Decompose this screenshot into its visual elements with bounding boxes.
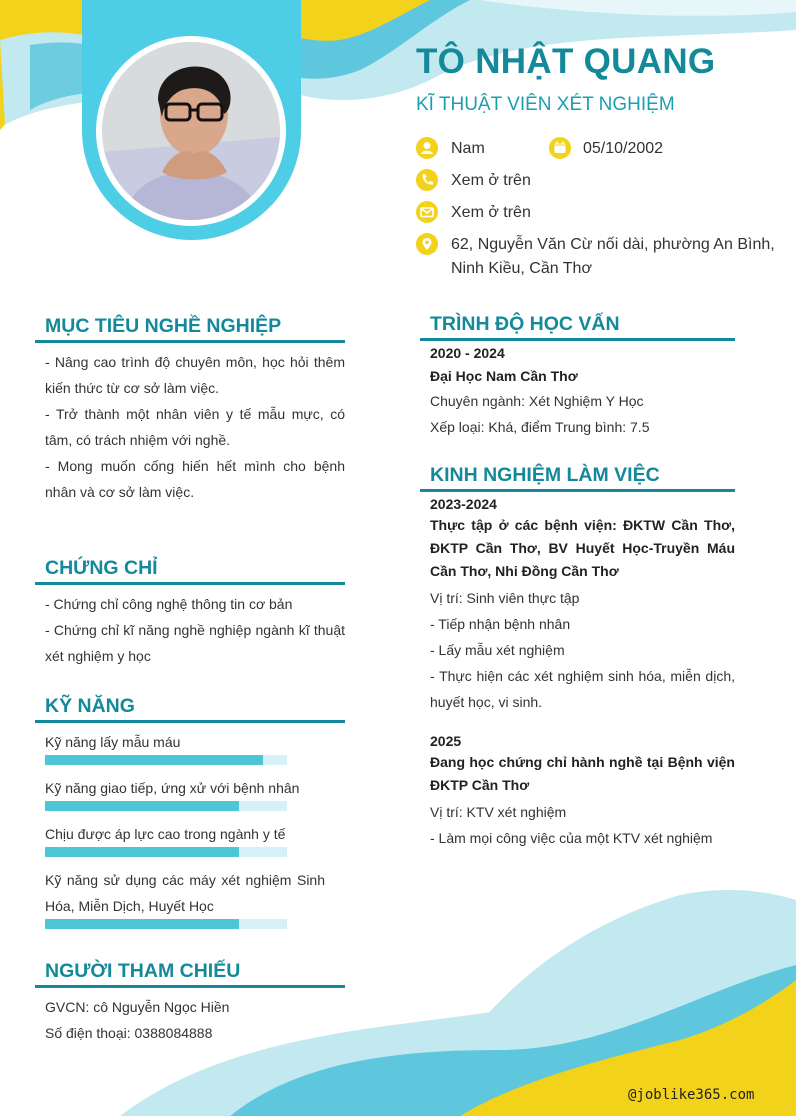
address-line-1: 62, Nguyễn Văn Cừ nối dài, phường An Bình, <box>451 236 775 253</box>
skill-bar <box>45 801 287 811</box>
skill-label: Chịu được áp lực cao trong ngành y tế <box>45 826 286 842</box>
skill-bar <box>45 919 287 929</box>
mail-icon <box>416 201 438 223</box>
skill-bar-fill <box>45 755 263 765</box>
job-years: 2023-2024 <box>430 496 497 512</box>
job-title: KĨ THUẬT VIÊN XÉT NGHIỆM <box>416 94 675 115</box>
skill-bar <box>45 847 287 857</box>
gender: Nam <box>451 140 485 157</box>
skill-bar-fill <box>45 919 239 929</box>
watermark: @joblike365.com <box>628 1087 755 1103</box>
skill-bar-fill <box>45 847 239 857</box>
certificates-text: - Chứng chỉ công nghệ thông tin cơ bản - Chứng chỉ kĩ năng nghề nghiệp ngành kĩ thuật xét nghiệm y học <box>45 596 345 664</box>
location-icon <box>416 233 438 255</box>
job-years: 2025 <box>430 733 462 749</box>
user-icon <box>416 137 438 159</box>
phone-icon <box>416 169 438 191</box>
reference-teacher: GVCN: cô Nguyễn Ngọc Hiền <box>45 999 230 1015</box>
candidate-name: TÔ NHẬT QUANG <box>416 42 716 81</box>
skill-bar <box>45 755 287 765</box>
objective-heading: MỤC TIÊU NGHỀ NGHIỆP <box>45 315 282 337</box>
birthday: 05/10/2002 <box>583 140 664 157</box>
objective-text: - Nâng cao trình độ chuyên môn, học hỏi thêm kiến thức từ cơ sở làm việc. - Trở thành một nhân viên y tế mẫu mực, có tâm, có trách nhiệm với nghề. - Mong muốn cống hiến hết mình cho bệnh nhân và cơ sở làm việc. <box>45 354 345 500</box>
education-years: 2020 - 2024 <box>430 345 505 361</box>
objective-divider <box>35 340 345 343</box>
skills-divider <box>35 720 345 723</box>
job-details: Vị trí: Sinh viên thực tập - Tiếp nhận bệnh nhân - Lấy mẫu xét nghiệm - Thực hiện các xét nghiệm sinh hóa, miễn dịch, huyết học, vi sinh. <box>430 590 735 710</box>
calendar-icon <box>549 137 571 159</box>
skill-label: Kỹ năng lấy mẫu máu <box>45 734 181 750</box>
skill-bar-fill <box>45 801 239 811</box>
skill-label: Kỹ năng sử dụng các máy xét nghiệm Sinh Hóa, Miễn Dịch, Huyết Học <box>45 872 325 914</box>
certificates-divider <box>35 582 345 585</box>
references-heading: NGƯỜI THAM CHIẾU <box>45 960 241 982</box>
phone: Xem ở trên <box>451 172 531 189</box>
education-grade: Xếp loại: Khá, điểm Trung bình: 7.5 <box>430 419 650 435</box>
references-divider <box>35 985 345 988</box>
profile-photo <box>102 42 280 220</box>
skill-label: Kỹ năng giao tiếp, ứng xử với bệnh nhân <box>45 780 300 796</box>
job-place: Đang học chứng chỉ hành nghề tại Bệnh viện ĐKTP Cần Thơ <box>430 754 735 793</box>
job-details: Vị trí: KTV xét nghiệm - Làm mọi công việc của một KTV xét nghiệm <box>430 804 713 846</box>
reference-phone: Số điện thoại: 0388084888 <box>45 1025 213 1041</box>
job-place: Thực tập ở các bệnh viện: ĐKTW Cần Thơ, ĐKTP Cần Thơ, BV Huyết Học-Truyền Máu Cần Thơ, Nhi Đồng Cần Thơ <box>430 517 735 579</box>
certificates-heading: CHỨNG CHỈ <box>45 557 158 579</box>
education-heading: TRÌNH ĐỘ HỌC VẤN <box>430 313 620 335</box>
experience-heading: KINH NGHIỆM LÀM VIỆC <box>430 464 660 486</box>
education-major: Chuyên ngành: Xét Nghiệm Y Học <box>430 393 644 409</box>
address-line-2: Ninh Kiều, Cần Thơ <box>451 260 592 277</box>
education-school: Đại Học Nam Cần Thơ <box>430 368 578 384</box>
email: Xem ở trên <box>451 204 531 221</box>
skills-heading: KỸ NĂNG <box>45 695 135 717</box>
